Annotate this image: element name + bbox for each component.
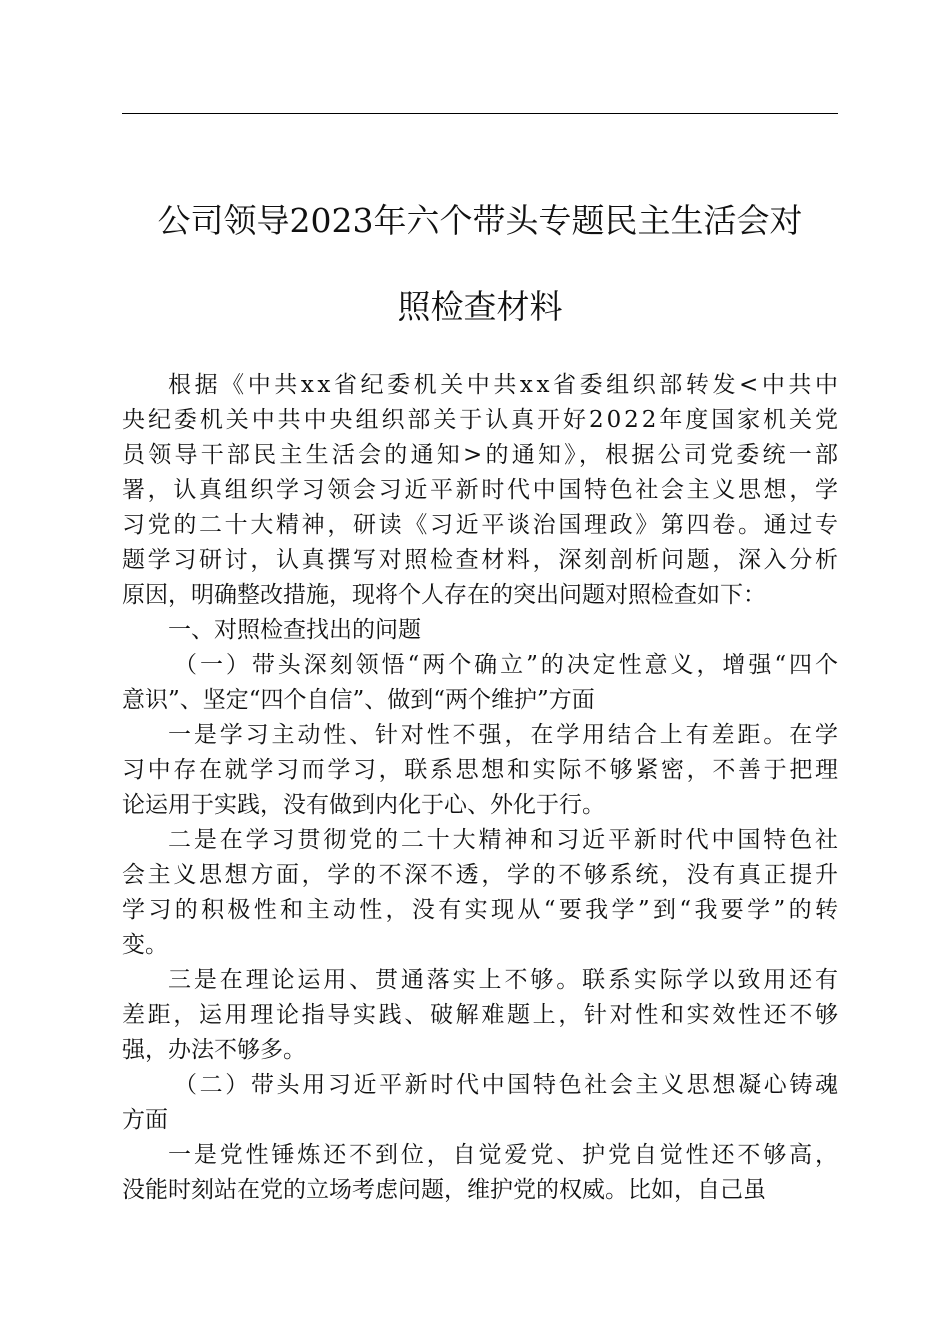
- text-line: 强，办法不够多。: [122, 1037, 306, 1063]
- subsection-heading: [122, 1068, 841, 1138]
- text-line: 学习的积极性和主动性，没有实现从“要我学”到“我要学”的转: [122, 897, 842, 923]
- document-body: [122, 368, 842, 1208]
- title-line: 照检查材料: [397, 287, 563, 326]
- text-line: 习党的二十大精神，研读《习近平谈治国理政》第四卷。通过专: [122, 512, 841, 538]
- text-line: 没能时刻站在党的立场考虑问题，维护党的权威。比如，自己虽: [122, 1177, 766, 1203]
- text-line: 三是在理论运用、贯通落实上不够。联系实际学以致用还有: [168, 967, 841, 993]
- text-line: 意识”、坚定“四个自信”、做到“两个维护”方面: [122, 687, 595, 713]
- text-line: 一、对照检查找出的问题: [168, 617, 421, 643]
- paragraph: [122, 368, 842, 613]
- text-line: 习中存在就学习而学习，联系思想和实际不够紧密，不善于把理: [122, 757, 841, 783]
- paragraph: [122, 963, 841, 1068]
- text-line: （一）带头深刻领悟“两个确立”的决定性意义，增强“四个: [174, 652, 841, 678]
- text-line: 会主义思想方面，学的不深不透，学的不够系统，没有真正提升: [122, 862, 841, 888]
- text-line: 员领导干部民主生活会的通知>的通知》，根据公司党委统一部: [122, 442, 842, 468]
- paragraph: [122, 718, 841, 823]
- text-line: 一是学习主动性、针对性不强，在学用结合上有差距。在学: [168, 722, 841, 748]
- subsection-heading: [122, 648, 841, 718]
- paragraph: [122, 823, 842, 963]
- text-line: 署，认真组织学习领会习近平新时代中国特色社会主义思想，学: [122, 477, 841, 503]
- text-line: 差距，运用理论指导实践、破解难题上，针对性和实效性还不够: [122, 1002, 841, 1028]
- paragraph: [122, 1138, 841, 1208]
- document-title: [110, 178, 850, 350]
- section-heading: [122, 613, 838, 648]
- header-rule: [122, 113, 838, 114]
- text-line: 原因，明确整改措施，现将个人存在的突出问题对照检查如下：: [122, 582, 766, 608]
- text-line: 方面: [122, 1107, 168, 1133]
- text-line: 根据《中共xx省纪委机关中共xx省委组织部转发<中共中: [168, 372, 842, 398]
- text-line: 变。: [122, 932, 168, 958]
- text-line: （二）带头用习近平新时代中国特色社会主义思想凝心铸魂: [174, 1072, 841, 1098]
- text-line: 央纪委机关中共中央组织部关于认真开好2022年度国家机关党: [122, 407, 841, 433]
- text-line: 二是在学习贯彻党的二十大精神和习近平新时代中国特色社: [168, 827, 841, 853]
- text-line: 论运用于实践，没有做到内化于心、外化于行。: [122, 792, 605, 818]
- text-line: 一是党性锤炼还不到位，自觉爱党、护党自觉性还不够高，: [168, 1142, 841, 1168]
- title-line: 公司领导2023年六个带头专题民主生活会对: [157, 201, 803, 240]
- text-line: 题学习研讨，认真撰写对照检查材料，深刻剖析问题，深入分析: [122, 547, 841, 573]
